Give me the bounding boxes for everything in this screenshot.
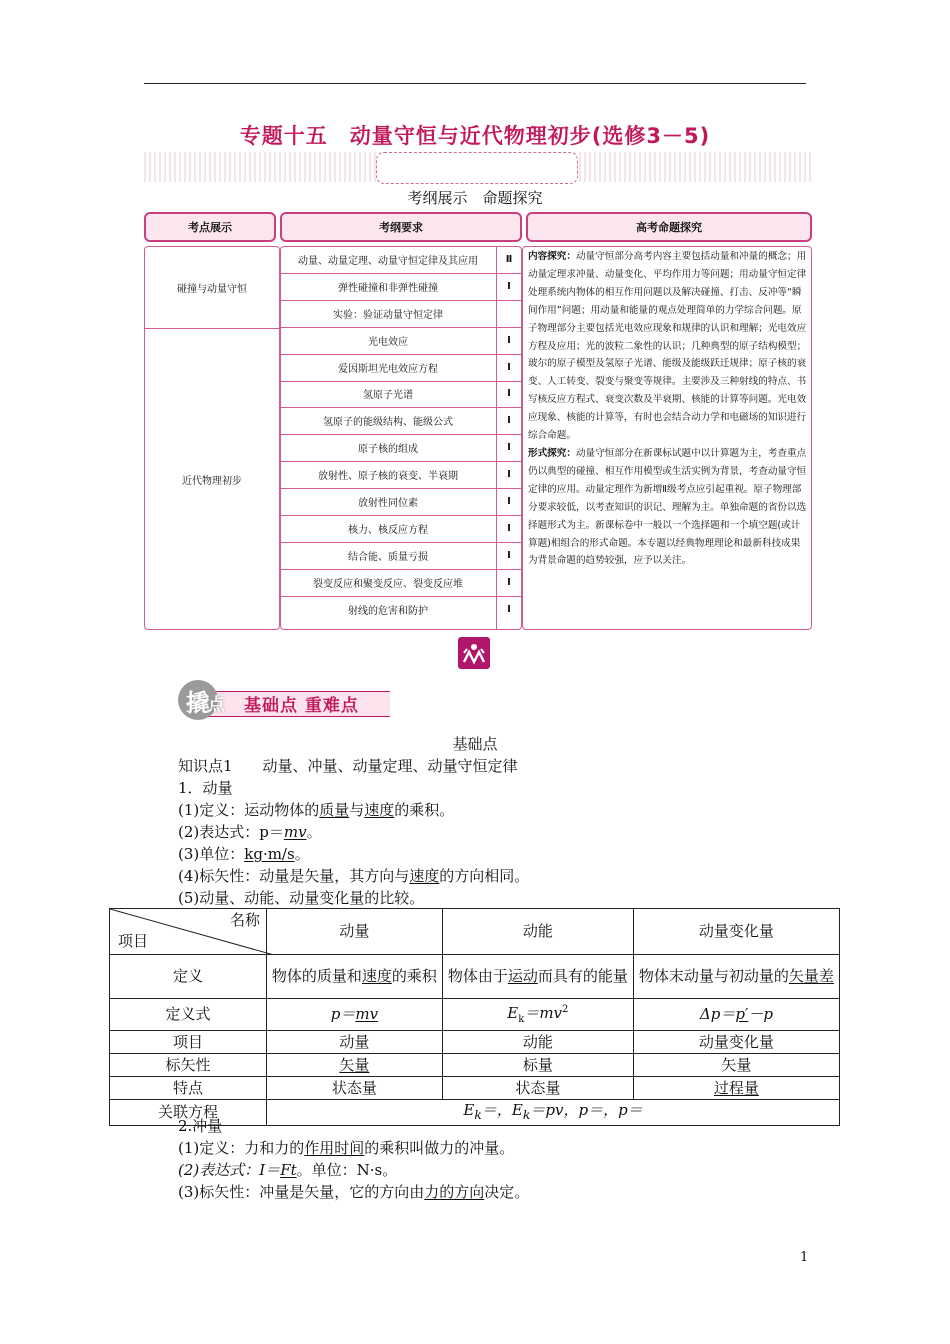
header-exploration: 高考命题探究 xyxy=(526,212,812,242)
header-requirement: 考纲要求 xyxy=(280,212,522,242)
requirement-level: Ⅰ xyxy=(507,361,511,373)
row-vector-label: 标矢性 xyxy=(110,1054,267,1077)
requirement-level: Ⅰ xyxy=(507,469,511,481)
feat-momentum: 状态量 xyxy=(267,1077,443,1100)
knowledge-point-1: 知识点1 动量、冲量、动量定理、动量守恒定律 xyxy=(178,757,518,775)
requirement-item: 原子核的组成 xyxy=(358,444,418,456)
feat-kinetic: 状态量 xyxy=(442,1077,633,1100)
row-item-label: 项目 xyxy=(110,1031,267,1054)
impulse-heading: 2.冲量 xyxy=(178,1117,223,1135)
impulse-vector: (3)标矢性：冲量是矢量，它的方向由力的方向决定。 xyxy=(178,1183,530,1201)
requirement-item: 裂变反应和聚变反应、裂变反应堆 xyxy=(313,578,463,590)
content-text: 动量守恒部分高考内容主要包括动量和冲量的概念；用动量定理求冲量、动量变化、平均作用力等问题；用动量守恒定律处理系统内物体的相互作用问题以及解决碰撞、打击、反冲等“瞬间作用”问题；用动量和能量的观点处理简单的力学综合问题。原子物理部分主要包括光电效应现象和规律的认识和理解；光电效应方程及应用；光的波粒二象性的认识；几种典型的原子结构模型；玻尔的原子模型及氢原子光谱、能级及能级跃迁规律；原子核的衰变、人工转变、裂变与聚变等规律。主要涉及三种射线的特点、书写核反应方程式、衰变次数及半衰期、核能的计算等问题。光电效应现象、核能的计算等，有时也会结合动力学和电磁场的知识进行综合命题。 xyxy=(528,251,807,442)
vec-change: 矢量 xyxy=(633,1054,839,1077)
requirement-item: 结合能、质量亏损 xyxy=(348,551,428,563)
vec-momentum: 矢量 xyxy=(267,1054,443,1077)
requirement-item: 氢原子的能级结构、能级公式 xyxy=(323,417,453,429)
syllabus-table xyxy=(144,212,812,630)
requirement-level: Ⅰ xyxy=(507,415,511,427)
header-rule xyxy=(144,83,806,84)
requirement-level: Ⅰ xyxy=(507,522,511,534)
momentum-vector: (4)标矢性：动量是矢量，其方向与速度的方向相同。 xyxy=(178,867,530,885)
section-heading: 基础点 xyxy=(452,735,498,753)
row-definition-label: 定义 xyxy=(110,955,267,999)
formula-change: Δp＝p′－p xyxy=(633,999,839,1031)
banner-dian: 点 xyxy=(208,695,225,715)
requirement-level: Ⅰ xyxy=(507,549,511,561)
requirement-item: 放射性、原子核的衰变、半衰期 xyxy=(318,471,458,483)
requirement-item: 射线的危害和防护 xyxy=(348,605,428,617)
banner-text: 基础点 重难点 xyxy=(244,696,359,716)
def-change: 物体末动量与初动量的矢量差 xyxy=(633,955,839,999)
requirement-item: 放射性同位素 xyxy=(358,498,418,510)
item-kinetic: 动能 xyxy=(442,1031,633,1054)
requirement-item: 实验：验证动量守恒定律 xyxy=(333,309,443,321)
diag-bottom-label: 项目 xyxy=(118,932,149,950)
momentum-formula: (2)表达式：p＝mv。 xyxy=(178,823,322,841)
col-kinetic-energy: 动能 xyxy=(442,909,633,955)
basics-banner xyxy=(178,678,393,722)
requirement-level: Ⅰ xyxy=(507,603,511,615)
requirement-item: 氢原子光谱 xyxy=(363,390,413,402)
form-label: 形式探究： xyxy=(528,447,576,459)
requirement-level: Ⅰ xyxy=(507,576,511,588)
momentum-unit: (3)单位：kg·m/s。 xyxy=(178,845,310,863)
comparison-table xyxy=(109,908,840,1126)
def-kinetic: 物体由于运动而具有的能量 xyxy=(442,955,633,999)
section-logo-icon xyxy=(458,637,490,669)
requirement-level xyxy=(496,300,522,327)
requirement-item: 核力、核反应方程 xyxy=(348,524,428,536)
comparison-intro: (5)动量、动能、动量变化量的比较。 xyxy=(178,889,425,907)
requirement-item: 弹性碰撞和非弹性碰撞 xyxy=(338,282,438,294)
momentum-heading: 1．动量 xyxy=(178,779,233,797)
row-formula-label: 定义式 xyxy=(110,999,267,1031)
momentum-definition: (1)定义：运动物体的质量与速度的乘积。 xyxy=(178,801,455,819)
diagonal-header-cell xyxy=(110,909,267,955)
item-momentum: 动量 xyxy=(267,1031,443,1054)
form-text: 动量守恒部分在新课标试题中以计算题为主，考查重点仍以典型的碰撞、相互作用模型或生活实例为背景，考查动量守恒定律的应用。动量定理作为新增Ⅱ级考点应引起重视。原子物理部分要求较低，以考查知识的识记、理解为主。单独命题的省份以选择题形式为主。新课标卷中一般以一个选择题和一个填空题(或计算题)相组合的形式命题。本专题以经典物理理论和最新科技成果为背景命题的趋势较强，应予以关注。 xyxy=(528,447,807,567)
row-relation-label: 关联方程 xyxy=(110,1100,267,1126)
requirement-level: Ⅱ xyxy=(505,253,513,265)
impulse-formula: (2)表达式：I＝Ft。单位：N·s。 xyxy=(178,1161,398,1179)
feat-change: 过程量 xyxy=(633,1077,839,1100)
decorative-dashed-box xyxy=(376,152,578,184)
col-momentum: 动量 xyxy=(267,909,443,955)
formula-momentum: p＝mv xyxy=(267,999,443,1031)
chapter-title: 专题十五 动量守恒与近代物理初步(选修3－5) xyxy=(239,124,711,148)
section-subtitle: 考纲展示 命题探究 xyxy=(407,189,543,207)
col-momentum-change: 动量变化量 xyxy=(633,909,839,955)
relation-equations xyxy=(267,1100,840,1126)
requirement-level: Ⅰ xyxy=(507,388,511,400)
page-number: 1 xyxy=(800,1250,809,1265)
requirement-level: Ⅰ xyxy=(507,442,511,454)
relation-text: $E_k=$，$E_k=pv$，p＝，p＝ xyxy=(463,1101,643,1122)
content-label: 内容探究： xyxy=(528,251,576,262)
vec-kinetic: 标量 xyxy=(442,1054,633,1077)
impulse-definition: (1)定义：力和力的作用时间的乘积叫做力的冲量。 xyxy=(178,1139,515,1157)
item-change: 动量变化量 xyxy=(633,1031,839,1054)
requirement-item: 爱因斯坦光电效应方程 xyxy=(338,363,438,375)
row-feature-label: 特点 xyxy=(110,1077,267,1100)
formula-kinetic: $E_k=mv^2$ xyxy=(442,999,633,1031)
requirement-item: 动量、动量定理、动量守恒定律及其应用 xyxy=(298,255,478,267)
diag-top-label: 名称 xyxy=(229,911,260,929)
topic-modern-physics: 近代物理初步 xyxy=(182,475,242,487)
requirement-level: Ⅰ xyxy=(507,496,511,508)
def-momentum: 物体的质量和速度的乘积 xyxy=(267,955,443,999)
header-exam-point: 考点展示 xyxy=(144,212,276,242)
topic-collision: 碰撞与动量守恒 xyxy=(177,283,247,295)
requirement-level: Ⅰ xyxy=(507,334,511,346)
requirement-level: Ⅰ xyxy=(507,280,511,292)
exploration-text xyxy=(528,248,808,570)
banner-circle: 撬 xyxy=(178,680,218,720)
requirement-item: 光电效应 xyxy=(368,336,408,348)
